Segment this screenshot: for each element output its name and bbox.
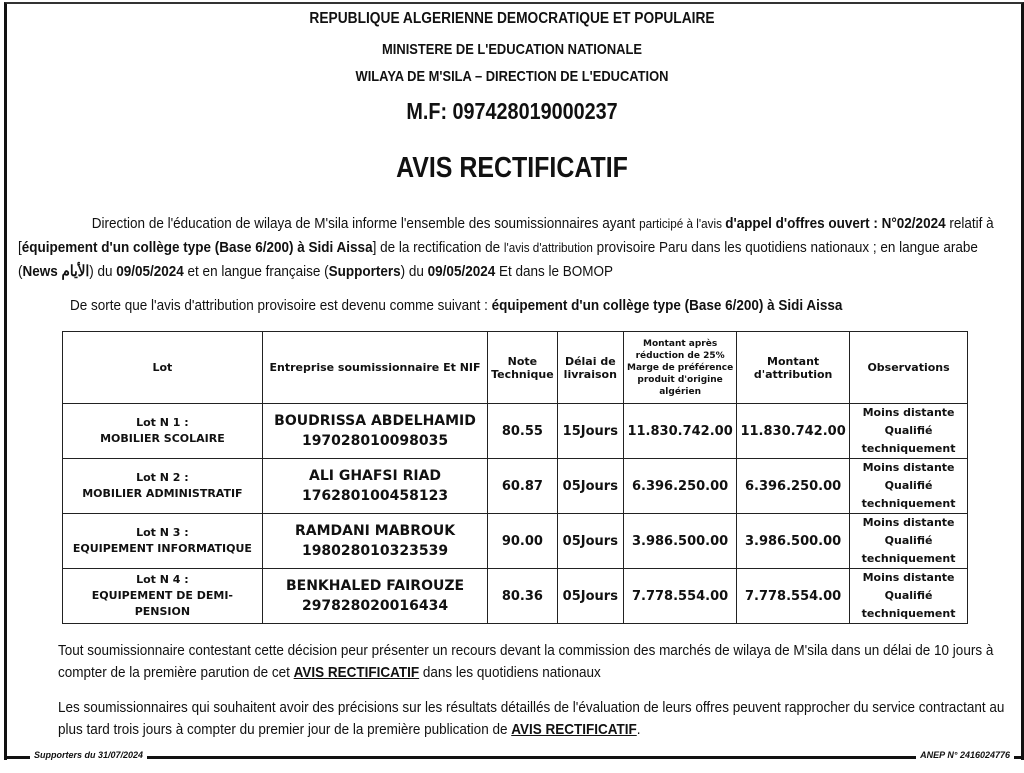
sorte-paragraph: De sorte que l'avis d'attribution provisoire est devenu comme suivant : équipement d'un collège type (Base 6/200) à Sidi Aissa: [70, 297, 843, 314]
note-cell: 80.55: [488, 404, 557, 459]
note-cell: 60.87: [488, 459, 557, 514]
montant-attribution-cell: 3.986.500.00: [737, 514, 850, 569]
delai-cell: 15Jours: [557, 404, 624, 459]
header-wilaya: WILAYA DE M'SILA – DIRECTION DE L'EDUCATION: [355, 68, 669, 85]
montant-reduit-cell: 11.830.742.00: [624, 404, 737, 459]
footer-anep-number: ANEP N° 2416024776: [916, 750, 1014, 760]
header-mf: M.F: 097428019000237: [406, 98, 618, 124]
header-ministry: MINISTERE DE L'EDUCATION NATIONALE: [382, 41, 642, 58]
table-row: [63, 514, 968, 569]
lot-cell: Lot N 2 : MOBILIER ADMINISTRATIF: [63, 459, 263, 514]
header-republic: REPUBLIQUE ALGERIENNE DEMOCRATIQUE ET POPULAIRE: [309, 10, 715, 27]
delai-cell: 05Jours: [557, 569, 624, 624]
col-montant-reduit: Montant après réduction de 25% Marge de préférence produit d'origine algérien: [624, 332, 737, 404]
col-observations: Observations: [850, 332, 968, 404]
recours-paragraph: Tout soumissionnaire contestant cette décision peur présenter un recours devant la commission des marchés de wilaya de M'sila dans un délai de 10 jours à compter de la première parution de cet AVIS RECTIFICATIF dans les quotidiens nationaux: [58, 642, 994, 681]
lot-cell: Lot N 3 : EQUIPEMENT INFORMATIQUE: [63, 514, 263, 569]
montant-reduit-cell: 7.778.554.00: [624, 569, 737, 624]
col-lot: Lot: [63, 332, 263, 404]
table-row: [63, 569, 968, 624]
montant-attribution-cell: 6.396.250.00: [737, 459, 850, 514]
col-delai: Délai de livraison: [557, 332, 624, 404]
intro-paragraph: Direction de l'éducation de wilaya de M'sila informe l'ensemble des soumissionnaires ayant participé à l'avis d'appel d'offres ouvert : N°02/2024 relatif à [équipement d'un collège type (Base 6/200) à Sidi Aissa] de la rectification de l'avis d'attribution provisoire Paru dans les quotidiens nationaux ; en langue arabe (News الأيام) du 09/05/2024 et en langue française (Supporters) du 09/05/2024 Et dans le BOMOP: [18, 215, 994, 280]
footer-publication: Supporters du 31/07/2024: [30, 750, 147, 760]
delai-cell: 05Jours: [557, 459, 624, 514]
col-entreprise: Entreprise soumissionnaire Et NIF: [262, 332, 487, 404]
montant-attribution-cell: 7.778.554.00: [737, 569, 850, 624]
note-cell: 80.36: [488, 569, 557, 624]
col-montant-attribution: Montant d'attribution: [737, 332, 850, 404]
table-row: [63, 404, 968, 459]
attribution-table: [62, 331, 968, 624]
montant-attribution-cell: 11.830.742.00: [737, 404, 850, 459]
observations-cell: Moins distante Qualifié techniquement: [850, 459, 968, 514]
table-header-row: [63, 332, 968, 404]
montant-reduit-cell: 3.986.500.00: [624, 514, 737, 569]
lot-cell: Lot N 1 : MOBILIER SCOLAIRE: [63, 404, 263, 459]
observations-cell: Moins distante Qualifié techniquement: [850, 514, 968, 569]
entreprise-cell: BOUDRISSA ABDELHAMID 197028010098035: [262, 404, 487, 459]
lot-cell: Lot N 4 : EQUIPEMENT DE DEMI-PENSION: [63, 569, 263, 624]
observations-cell: Moins distante Qualifié techniquement: [850, 569, 968, 624]
table-row: [63, 459, 968, 514]
page-title: AVIS RECTIFICATIF: [396, 152, 628, 184]
footer-rule: [4, 756, 1021, 759]
col-note: Note Technique: [488, 332, 557, 404]
entreprise-cell: BENKHALED FAIROUZE 297828020016434: [262, 569, 487, 624]
montant-reduit-cell: 6.396.250.00: [624, 459, 737, 514]
entreprise-cell: ALI GHAFSI RIAD 176280100458123: [262, 459, 487, 514]
precisions-paragraph: Les soumissionnaires qui souhaitent avoir des précisions sur les résultats détaillés de l'évaluation de leurs offres peuvent rapprocher du service contractant au plus tard trois jours à compter du premier jour de la première publication de AVIS RECTIFICATIF.: [58, 699, 1005, 738]
delai-cell: 05Jours: [557, 514, 624, 569]
entreprise-cell: RAMDANI MABROUK 198028010323539: [262, 514, 487, 569]
observations-cell: Moins distante Qualifié techniquement: [850, 404, 968, 459]
note-cell: 90.00: [488, 514, 557, 569]
